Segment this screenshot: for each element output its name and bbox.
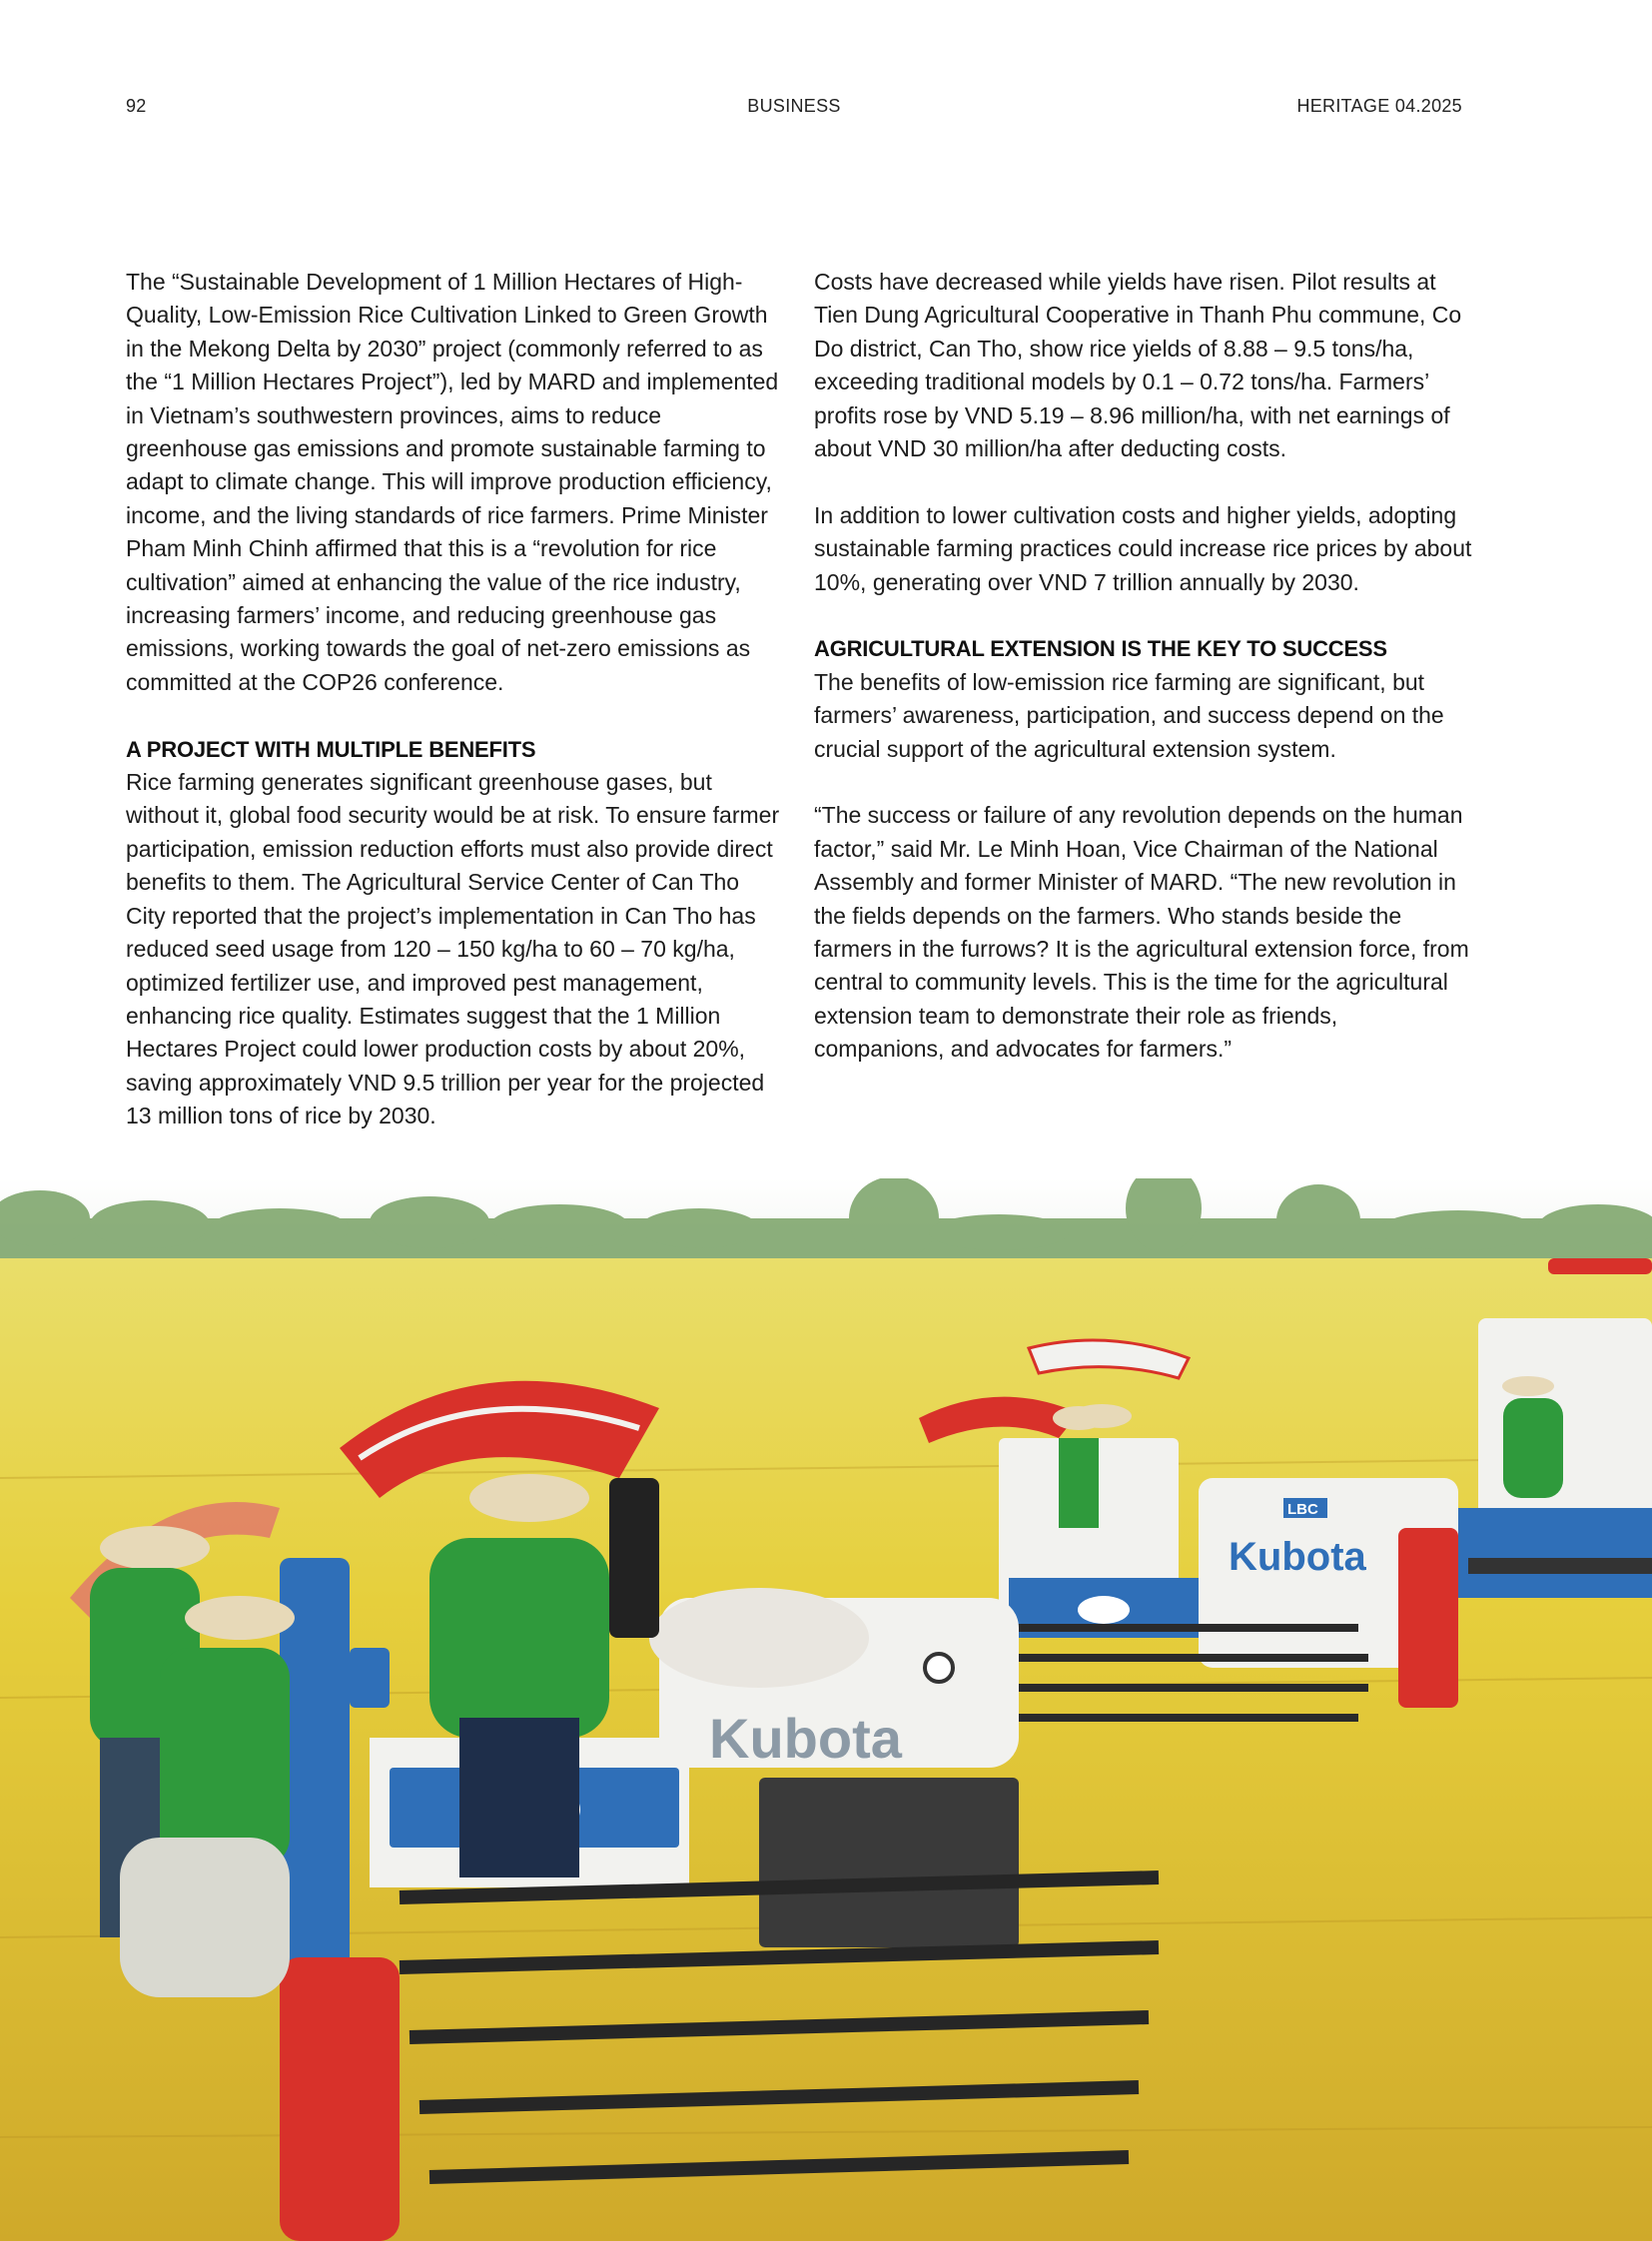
section-heading-extension: AGRICULTURAL EXTENSION IS THE KEY TO SUCCESS: [814, 636, 1387, 662]
front-brand-text: Kubota: [709, 1707, 902, 1770]
costs-paragraph: Costs have decreased while yields have risen. Pilot results at Tien Dung Agricultural Cooperative in Thanh Phu commune, Co Do district, Can Tho, show rice yields of 8.88 – 9.5 tons/ha, exceeding traditional models by 0.1 – 0.72 tons/ha. Farmers’ profits rose by VND 5.19 – 8.96 million/ha, with net earnings of about VND 30 million/ha after deducting costs.: [814, 269, 1462, 462]
issue-label: HERITAGE 04.2025: [1296, 96, 1462, 116]
rice-harvest-photo: [0, 1178, 1652, 2241]
lbc-badge-text: LBC: [1287, 1501, 1318, 1518]
benefits-paragraph: Rice farming generates significant greenhouse gases, but without it, global food security would be at risk. To ensure farmer participation, emission reduction efforts must also provide direct benefits to them. The Agricultural Service Center of Can Tho City reported that the project’s implementation in Can Tho has reduced seed usage from 120 – 150 kg/ha to 60 – 70 kg/ha, optimized fertilizer use, and improved pest management, enhancing rice quality. Estimates suggest that the 1 Million Hectares Project could lower production costs by about 20%, saving approximately VND 9.5 trillion per year for the projected 13 million tons of rice by 2030.: [126, 769, 780, 1129]
intro-paragraph: The “Sustainable Development of 1 Million Hectares of High-Quality, Low-Emission Rice Cultivation Linked to Green Growth in the Mekong Delta by 2030” project (commonly referred to as the “1 Million Hectares Project”), led by MARD and implemented in Vietnam’s southwestern provinces, aims to reduce greenhouse gas emissions and promote sustainable farming to adapt to climate change. This will improve production efficiency, income, and the living standards of rice farmers. Prime Minister Pham Minh Chinh affirmed that this is a “revolution for rice cultivation” aimed at enhancing the value of the rice industry, increasing farmers’ income, and reducing greenhouse gas emissions, working towards the goal of net-zero emissions as committed at the COP26 conference.: [126, 269, 779, 695]
left-column: [126, 266, 785, 1133]
section-label: BUSINESS: [747, 96, 841, 116]
right-column: [814, 266, 1473, 1067]
page-header: [126, 96, 1462, 120]
page-number: 92: [126, 96, 147, 116]
prices-paragraph: In addition to lower cultivation costs and higher yields, adopting sustainable farming practices could increase rice prices by about 10%, generating over VND 7 trillion annually by 2030.: [814, 501, 1472, 595]
quote-paragraph: “The success or failure of any revolution depends on the human factor,” said Mr. Le Minh Hoan, Vice Chairman of the National Assembly and former Minister of MARD. “The new revolution in the fields depends on the farmers. Who stands beside the farmers in the furrows? It is the agricultural extension force, from central to community levels. This is the time for the agricultural extension team to demonstrate their role as friends, companions, and advocates for farmers.”: [814, 802, 1469, 1063]
section-heading-benefits: A PROJECT WITH MULTIPLE BENEFITS: [126, 736, 536, 762]
extension-paragraph: The benefits of low-emission rice farming are significant, but farmers’ awareness, participation, and success depend on the crucial support of the agricultural extension system.: [814, 668, 1444, 762]
middle-brand-text: Kubota: [1229, 1535, 1366, 1579]
